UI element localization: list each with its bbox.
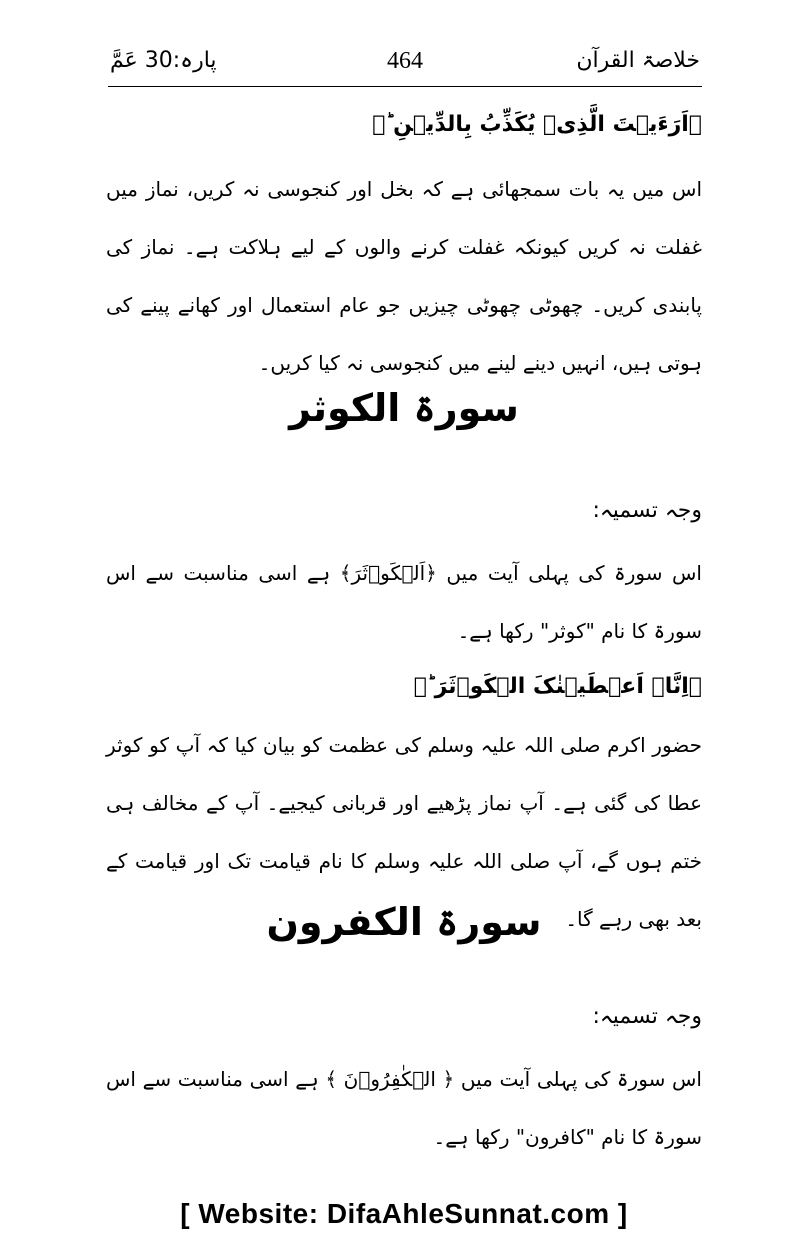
ayah-maun: ﴿اَرَءَیۡتَ الَّذِیۡ یُکَذِّبُ بِالدِّیۡنِ ؕ﴾: [372, 112, 702, 137]
naming-paragraph-kausar: اس سورۃ کی پہلی آیت میں ﴿اَلۡکَوۡثَرَ﴾ ہے اسی مناسبت سے اس سورۃ کا نام "کوثر" رکھا ہے۔: [106, 561, 702, 643]
subhead-naming-kafirun: وجہ تسمیہ:: [592, 1004, 702, 1029]
heading-kafirun: سورۃ الکفرون: [266, 900, 542, 944]
book-title: خلاصۃ القرآن: [576, 48, 700, 73]
header-divider: [108, 86, 702, 87]
paragraph-maun: اس میں یہ بات سمجھائی ہے کہ بخل اور کنجوسی نہ کریں، نماز میں غفلت نہ کریں کیونکہ غفلت کرنے والوں کے لیے ہلاکت ہے۔ نماز کی پابندی کریں۔ چھوٹی چھوٹی چیزیں جو عام استعمال اور کھانے پینے کی ہوتی ہیں، انہیں دینے لینے میں کنجوسی نہ کیا کریں۔: [106, 177, 702, 375]
heading-kausar: سورۃ الکوثر: [289, 386, 519, 430]
naming-paragraph-kafirun: اس سورۃ کی پہلی آیت میں ﴿ الۡکٰفِرُوۡنَ ﴾ ہے اسی مناسبت سے اس سورۃ کا نام "کافرون" رکھا ہے۔: [106, 1067, 702, 1149]
page-header: [110, 44, 700, 84]
ayah-kausar: ﴿اِنَّاۤ اَعۡطَیۡنٰکَ الۡکَوۡثَرَ ؕ﴾: [413, 674, 702, 699]
para-label: پارہ:30 عَمَّ: [110, 48, 217, 73]
page-number: 464: [387, 48, 423, 74]
subhead-naming-kausar: وجہ تسمیہ:: [592, 498, 702, 523]
website-footer: [ Website: DifaAhleSunnat.com ]: [180, 1198, 628, 1229]
paragraph-kausar: حضور اکرم صلی اللہ علیہ وسلم کی عظمت کو بیان کیا کہ آپ کو کوثر عطا کی گئی ہے۔ آپ نماز پڑھیے اور قربانی کیجیے۔ آپ کے مخالف ہی ختم ہوں گے، آپ صلی اللہ علیہ وسلم کا نام قیامت تک اور قیامت کے بعد بھی رہے گا۔: [106, 733, 702, 931]
